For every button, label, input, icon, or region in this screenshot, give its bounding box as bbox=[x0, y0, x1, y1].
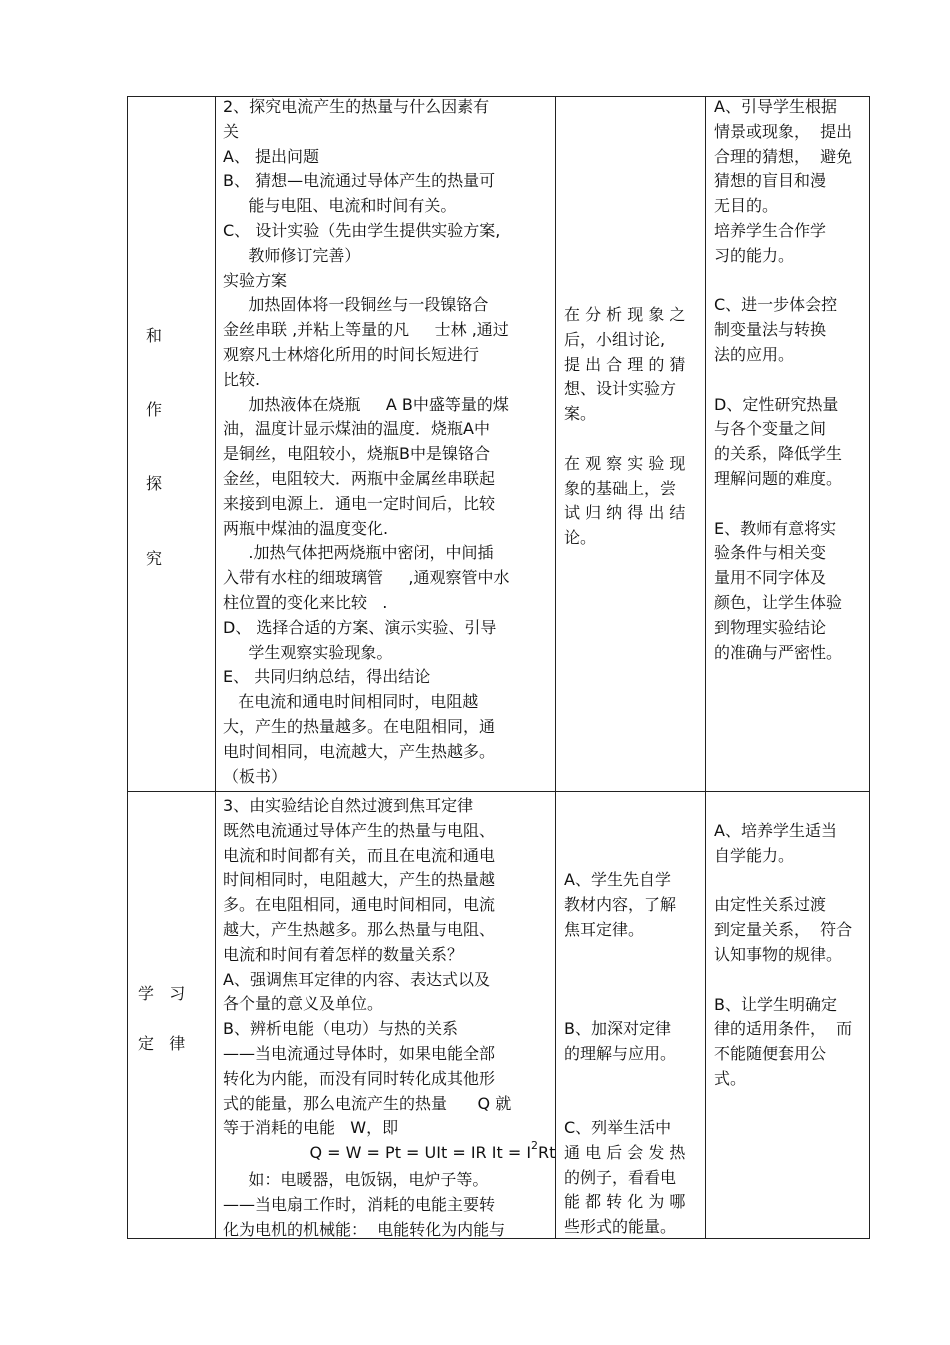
text-line: 合理的猜想， 避免 bbox=[714, 146, 853, 166]
text-line: 情景或现象， 提出 bbox=[714, 121, 853, 141]
text-line: 理解问题的难度。 bbox=[714, 468, 843, 488]
text-line: 制变量法与转换 bbox=[714, 320, 827, 340]
text-line: 与各个变量之间 bbox=[714, 419, 827, 439]
text-line: A、 提出问题 bbox=[223, 146, 320, 166]
student-activity-cell bbox=[564, 303, 702, 551]
stage-label-char: 究 bbox=[146, 549, 163, 568]
text-line: C、列举生活中 bbox=[564, 1117, 672, 1137]
text-line: 既然电流通过导体产生的热量与电阻、 bbox=[223, 820, 496, 840]
text-line: 电时间相同，电流越大，产生热越多。 bbox=[223, 741, 496, 761]
text-line: 多。在电阻相同，通电时间相同，电流 bbox=[223, 895, 496, 915]
text-line: B、辨析电能（电功）与热的关系 bbox=[223, 1019, 458, 1039]
text-line: 金丝，电阻较大．两瓶中金属丝串联起 bbox=[223, 468, 496, 488]
text-line: 些形式的能量。 bbox=[564, 1217, 677, 1237]
stage-label-line: 定 律 bbox=[138, 1034, 186, 1053]
text-line: B、 猜想—电流通过导体产生的热量可 bbox=[223, 171, 496, 191]
text-line: C、 设计实验（先由学生提供实验方案, bbox=[223, 220, 501, 240]
design-intent-cell bbox=[714, 95, 868, 665]
text-line: 想、设计实验方 bbox=[564, 379, 677, 399]
teacher-activity-cell bbox=[223, 95, 553, 789]
text-line: 在电流和通电时间相同时，电阻越 bbox=[223, 692, 479, 712]
text-line: 到物理实验结论 bbox=[714, 617, 827, 637]
text-line: 2、探究电流产生的热量与什么因素有 bbox=[223, 97, 490, 116]
text-line: 培养学生合作学 bbox=[714, 220, 827, 240]
lesson-table bbox=[127, 96, 870, 1239]
text-line: 加热固体将一段铜丝与一段镍铬合 bbox=[223, 295, 489, 315]
text-line: 电流和时间都有关，而且在电流和通电 bbox=[223, 845, 496, 865]
stage-label-char: 探 bbox=[146, 474, 163, 493]
text-line: 验条件与相关变 bbox=[714, 543, 827, 563]
text-line: 如：电暖器，电饭锅，电炉子等。 bbox=[223, 1169, 489, 1189]
text-line: 能与电阻、电流和时间有关。 bbox=[223, 196, 457, 216]
text-line: 试 归 纳 得 出 结 bbox=[564, 503, 686, 523]
text-line: 颜色，让学生体验 bbox=[714, 592, 843, 612]
text-line: 转化为内能，而没有同时转化成其他形 bbox=[223, 1068, 496, 1088]
text-line: 电流和时间有着怎样的数量关系？ bbox=[223, 944, 464, 964]
text-line: 两瓶中煤油的温度变化. bbox=[223, 518, 389, 538]
stage-label-line: 学 习 bbox=[138, 984, 186, 1003]
text-line: 的理解与应用。 bbox=[564, 1043, 677, 1063]
text-line: 提 出 合 理 的 猜 bbox=[564, 354, 686, 374]
text-line: 观察凡士林熔化所用的时间长短进行 bbox=[223, 344, 480, 364]
text-line: 由定性关系过渡 bbox=[714, 895, 827, 915]
joule-law-formula: Q = W = Pt = UIt = IR $It = I^2Rt$ bbox=[309, 1139, 556, 1163]
text-line: A、强调焦耳定律的内容、表达式以及 bbox=[223, 969, 490, 989]
stage-label-char: 和 bbox=[146, 326, 163, 345]
text-line: 论。 bbox=[564, 528, 597, 548]
text-line: 焦耳定律。 bbox=[564, 919, 645, 939]
text-line: 学生观察实验现象。 bbox=[223, 642, 393, 662]
text-line: 的例子，看看电 bbox=[564, 1167, 677, 1187]
teacher-activity-cell bbox=[223, 794, 556, 1242]
text-line: 加热液体在烧瓶 A B中盛等量的煤 bbox=[223, 394, 509, 414]
text-line: 后，小组讨论, bbox=[564, 329, 666, 349]
text-line: 猜想的盲目和漫 bbox=[714, 171, 827, 191]
text-line: 实验方案 bbox=[223, 270, 288, 290]
text-line: 在 观 察 实 验 现 bbox=[564, 453, 686, 473]
text-line: 量用不同字体及 bbox=[714, 568, 827, 588]
text-line: 式的能量，那么电流产生的热量 Q 就 bbox=[223, 1093, 512, 1113]
text-line: E、教师有意将实 bbox=[714, 518, 837, 538]
text-line: 越大，产生热越多。那么热量与电阻、 bbox=[223, 919, 496, 939]
text-line: 关 bbox=[223, 121, 240, 141]
text-line: 无目的。 bbox=[714, 196, 779, 216]
text-line: ——当电扇工作时，消耗的电能主要转 bbox=[223, 1194, 496, 1214]
text-line: 时间相同时，电阻越大，产生的热量越 bbox=[223, 870, 496, 890]
text-line: D、 选择合适的方案、演示实验、引导 bbox=[223, 617, 497, 637]
text-line: ——当电流通过导体时，如果电能全部 bbox=[223, 1043, 496, 1063]
text-line: 的准确与严密性。 bbox=[714, 642, 843, 662]
text-line: 法的应用。 bbox=[714, 344, 795, 364]
text-line: A、引导学生根据 bbox=[714, 97, 837, 116]
text-line: 不能随便套用公 bbox=[714, 1044, 827, 1064]
design-intent-cell bbox=[714, 819, 868, 1092]
student-activity-cell bbox=[564, 868, 702, 1240]
text-line: 化为电机的机械能： 电能转化为内能与 bbox=[223, 1219, 506, 1239]
text-line: 象的基础上，尝 bbox=[564, 478, 677, 498]
text-line: 的关系，降低学生 bbox=[714, 444, 843, 464]
text-line: 入带有水柱的细玻璃管 ,通观察管中水 bbox=[223, 568, 510, 588]
text-line: 油，温度计显示煤油的温度．烧瓶A中 bbox=[223, 419, 490, 439]
text-line: 习的能力。 bbox=[714, 245, 795, 265]
text-line: 大，产生的热量越多。在电阻相同，通 bbox=[223, 716, 496, 736]
column-divider bbox=[705, 97, 706, 1238]
text-line: B、加深对定律 bbox=[564, 1018, 671, 1038]
text-line: 是铜丝，电阻较小，烧瓶B中是镍铬合 bbox=[223, 444, 490, 464]
text-line: 自学能力。 bbox=[714, 845, 795, 865]
text-line: 柱位置的变化来比较 . bbox=[223, 592, 388, 612]
text-line: D、定性研究热量 bbox=[714, 394, 839, 414]
text-line: 通 电 后 会 发 热 bbox=[564, 1142, 686, 1162]
text-line: 比较. bbox=[223, 369, 261, 389]
text-line: 律的适用条件， 而 bbox=[714, 1019, 853, 1039]
text-line: 案。 bbox=[564, 404, 597, 424]
text-line: 来接到电源上．通电一定时间后，比较 bbox=[223, 493, 496, 513]
text-line: 教材内容，了解 bbox=[564, 894, 677, 914]
stage-label-char: 作 bbox=[146, 400, 163, 419]
text-line: 认知事物的规律。 bbox=[714, 944, 843, 964]
text-line: B、让学生明确定 bbox=[714, 994, 837, 1014]
text-line: （板书） bbox=[223, 766, 288, 786]
text-line: 等于消耗的电能 W，即 bbox=[223, 1118, 399, 1138]
row-divider bbox=[128, 791, 869, 792]
text-line: .加热气体把两烧瓶中密闭，中间插 bbox=[223, 543, 494, 563]
text-line: A、学生先自学 bbox=[564, 870, 671, 889]
column-divider bbox=[215, 97, 216, 1238]
text-line: 3、由实验结论自然过渡到焦耳定律 bbox=[223, 796, 474, 815]
text-line: 金丝串联 ,并粘上等量的凡 士林 ,通过 bbox=[223, 320, 509, 340]
text-line: C、进一步体会控 bbox=[714, 295, 838, 315]
text-line: 能 都 转 化 为 哪 bbox=[564, 1192, 686, 1212]
text-line: A、培养学生适当 bbox=[714, 821, 837, 840]
text-line: E、 共同归纳总结，得出结论 bbox=[223, 667, 431, 687]
text-line: 教师修订完善） bbox=[223, 245, 361, 265]
text-line: 各个量的意义及单位。 bbox=[223, 994, 384, 1014]
column-divider bbox=[555, 97, 556, 1238]
text-line: 在 分 析 现 象 之 bbox=[564, 305, 686, 324]
text-line: 式。 bbox=[714, 1068, 747, 1088]
text-line: 到定量关系， 符合 bbox=[714, 920, 853, 940]
